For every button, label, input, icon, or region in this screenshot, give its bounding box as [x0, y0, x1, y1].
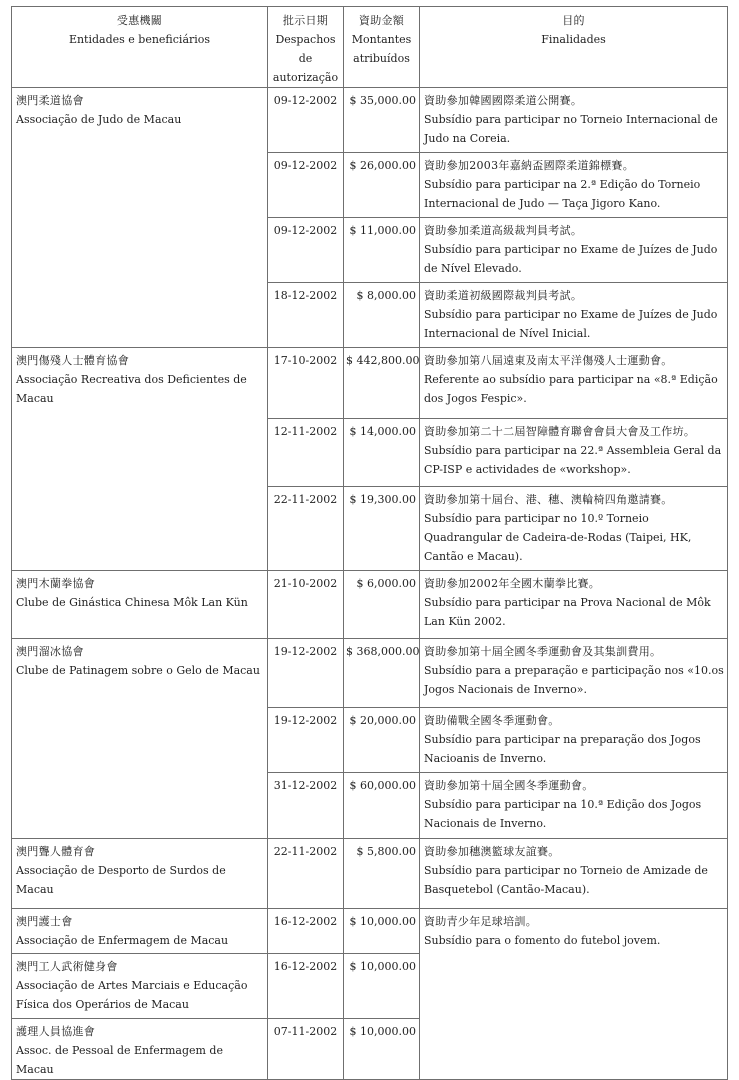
- entity-zh: 護理人員協進會: [16, 1025, 96, 1038]
- entity-pt: Associação de Judo de Macau: [16, 113, 182, 126]
- header-date: [268, 7, 344, 88]
- entity-zh: 澳門柔道協會: [16, 94, 84, 107]
- purpose-zh: 資助參加韓國國際柔道公開賽。: [424, 94, 583, 107]
- table-row: [12, 839, 728, 909]
- table-row: [12, 909, 728, 954]
- purpose-cell: [420, 487, 728, 571]
- amount-cell: $ 35,000.00: [344, 88, 420, 153]
- purpose-pt: Subsídio para participar na 10.ª Edição dos Jogos Nacionais de Inverno.: [424, 798, 702, 830]
- amount-cell: $ 442,800.00: [344, 348, 420, 419]
- purpose-pt: Subsídio para participar no Torneio de Amizade de Basquetebol (Cantão-Macau).: [424, 864, 708, 896]
- purpose-zh: 資助參加2002年全國木蘭拳比賽。: [424, 577, 601, 590]
- entity-pt: Associação de Enfermagem de Macau: [16, 934, 229, 947]
- entity-pt: Associação de Desporto de Surdos de Macau: [16, 864, 226, 896]
- purpose-cell: [420, 909, 728, 1080]
- date-cell: 16-12-2002: [268, 954, 344, 1019]
- purpose-zh: 資助參加第十屆全國冬季運動會及其集訓費用。: [424, 645, 662, 658]
- header-date-pt2: autorização: [272, 71, 339, 84]
- amount-cell: $ 368,000.00: [344, 639, 420, 708]
- header-purpose-pt: Finalidades: [541, 33, 606, 46]
- purpose-pt: Subsídio para participar no Torneio Internacional de Judo na Coreia.: [424, 113, 718, 145]
- date-cell: 22-11-2002: [268, 839, 344, 909]
- amount-cell: $ 10,000.00: [344, 1019, 420, 1080]
- entity-cell: [12, 639, 268, 839]
- purpose-cell: [420, 218, 728, 283]
- amount-cell: $ 5,800.00: [344, 839, 420, 909]
- table-row: [12, 571, 728, 639]
- amount-cell: $ 11,000.00: [344, 218, 420, 283]
- table-row: [12, 88, 728, 153]
- purpose-cell: [420, 839, 728, 909]
- entity-zh: 澳門工人武術健身會: [16, 960, 118, 973]
- header-purpose: [420, 7, 728, 88]
- purpose-cell: [420, 153, 728, 218]
- entity-zh: 澳門木蘭拳協會: [16, 577, 96, 590]
- purpose-cell: [420, 571, 728, 639]
- header-date-pt1: Despachos de: [275, 33, 336, 65]
- header-entities: [12, 7, 268, 88]
- amount-cell: $ 26,000.00: [344, 153, 420, 218]
- date-cell: 21-10-2002: [268, 571, 344, 639]
- purpose-pt: Subsídio para participar no Exame de Juízes de Judo de Nível Elevado.: [424, 243, 718, 275]
- amount-cell: $ 14,000.00: [344, 419, 420, 487]
- table-header-row: [12, 7, 728, 88]
- entity-cell: [12, 1019, 268, 1080]
- purpose-cell: [420, 88, 728, 153]
- entity-zh: 澳門聾人體育會: [16, 845, 96, 858]
- entity-pt: Associação de Artes Marciais e Educação Física dos Operários de Macau: [16, 979, 248, 1011]
- header-amount: [344, 7, 420, 88]
- amount-cell: $ 8,000.00: [344, 283, 420, 348]
- header-amount-pt2: atribuídos: [353, 52, 410, 65]
- entity-cell: [12, 88, 268, 348]
- amount-cell: $ 20,000.00: [344, 708, 420, 773]
- amount-cell: $ 60,000.00: [344, 773, 420, 839]
- entity-cell: [12, 839, 268, 909]
- entity-cell: [12, 909, 268, 954]
- header-date-zh: 批示日期: [282, 14, 329, 27]
- purpose-zh: 資助參加第十屆全國冬季運動會。: [424, 779, 594, 792]
- header-entities-pt: Entidades e beneficiários: [68, 33, 211, 46]
- header-purpose-zh: 目的: [562, 14, 585, 27]
- purpose-cell: [420, 283, 728, 348]
- entity-zh: 澳門傷殘人士體育協會: [16, 354, 129, 367]
- date-cell: 09-12-2002: [268, 218, 344, 283]
- header-entities-zh: 受惠機關: [116, 14, 163, 27]
- purpose-pt: Subsídio para participar na 22.ª Assembleia Geral da CP-ISP e actividades de «workshop».: [424, 444, 722, 476]
- entity-pt: Clube de Patinagem sobre o Gelo de Macau: [16, 664, 260, 677]
- purpose-zh: 資助參加第十屆台、港、穗、澳輪椅四角邀請賽。: [424, 493, 673, 506]
- purpose-zh: 資助備戰全國冬季運動會。: [424, 714, 560, 727]
- header-amount-zh: 資助金額: [358, 14, 405, 27]
- amount-cell: $ 19,300.00: [344, 487, 420, 571]
- purpose-pt: Subsídio para o fomento do futebol jovem.: [424, 934, 661, 947]
- purpose-zh: 資助參加2003年嘉納盃國際柔道錦標賽。: [424, 159, 634, 172]
- entity-zh: 澳門溜冰協會: [16, 645, 84, 658]
- entity-cell: [12, 571, 268, 639]
- purpose-zh: 資助參加第八屆遠東及南太平洋傷殘人士運動會。: [424, 354, 673, 367]
- entity-cell: [12, 954, 268, 1019]
- purpose-zh: 資助參加穗澳籃球友誼賽。: [424, 845, 560, 858]
- purpose-pt: Subsídio para participar no 10.º Torneio Quadrangular de Cadeira-de-Rodas (Taipei, HK, Cantão e Macau).: [424, 512, 692, 563]
- purpose-cell: [420, 419, 728, 487]
- entity-cell: [12, 348, 268, 571]
- entity-pt: Clube de Ginástica Chinesa Môk Lan Kün: [16, 596, 248, 609]
- table-row: [12, 639, 728, 708]
- purpose-pt: Subsídio para participar na preparação dos Jogos Nacioanis de Inverno.: [424, 733, 701, 765]
- purpose-pt: Subsídio para participar na Prova Nacional de Môk Lan Kün 2002.: [424, 596, 711, 628]
- date-cell: 16-12-2002: [268, 909, 344, 954]
- date-cell: 19-12-2002: [268, 708, 344, 773]
- date-cell: 19-12-2002: [268, 639, 344, 708]
- entity-zh: 澳門護士會: [16, 915, 73, 928]
- amount-cell: $ 6,000.00: [344, 571, 420, 639]
- purpose-zh: 資助柔道初級國際裁判員考試。: [424, 289, 583, 302]
- purpose-pt: Subsídio para a preparação e participação nos «10.os Jogos Nacionais de Inverno».: [424, 664, 724, 696]
- purpose-zh: 資助參加第二十二屆智障體育聯會會員大會及工作坊。: [424, 425, 696, 438]
- date-cell: 22-11-2002: [268, 487, 344, 571]
- purpose-cell: [420, 639, 728, 708]
- entity-pt: Assoc. de Pessoal de Enfermagem de Macau: [16, 1044, 223, 1076]
- date-cell: 18-12-2002: [268, 283, 344, 348]
- entity-pt: Associação Recreativa dos Deficientes de Macau: [16, 373, 247, 405]
- purpose-cell: [420, 773, 728, 839]
- purpose-zh: 資助參加柔道高級裁判員考試。: [424, 224, 583, 237]
- date-cell: 17-10-2002: [268, 348, 344, 419]
- date-cell: 09-12-2002: [268, 88, 344, 153]
- table-row: [12, 348, 728, 419]
- purpose-cell: [420, 708, 728, 773]
- amount-cell: $ 10,000.00: [344, 954, 420, 1019]
- date-cell: 12-11-2002: [268, 419, 344, 487]
- date-cell: 09-12-2002: [268, 153, 344, 218]
- amount-cell: $ 10,000.00: [344, 909, 420, 954]
- purpose-cell: [420, 348, 728, 419]
- purpose-pt: Subsídio para participar no Exame de Juízes de Judo Internacional de Nível Inicial.: [424, 308, 718, 340]
- purpose-zh: 資助青少年足球培訓。: [424, 915, 537, 928]
- purpose-pt: Referente ao subsídio para participar na «8.ª Edição dos Jogos Fespic».: [424, 373, 718, 405]
- date-cell: 07-11-2002: [268, 1019, 344, 1080]
- subsidies-table: [11, 6, 728, 1080]
- purpose-pt: Subsídio para participar na 2.ª Edição do Torneio Internacional de Judo — Taça Jigoro Kano.: [424, 178, 701, 210]
- header-amount-pt1: Montantes: [351, 33, 412, 46]
- date-cell: 31-12-2002: [268, 773, 344, 839]
